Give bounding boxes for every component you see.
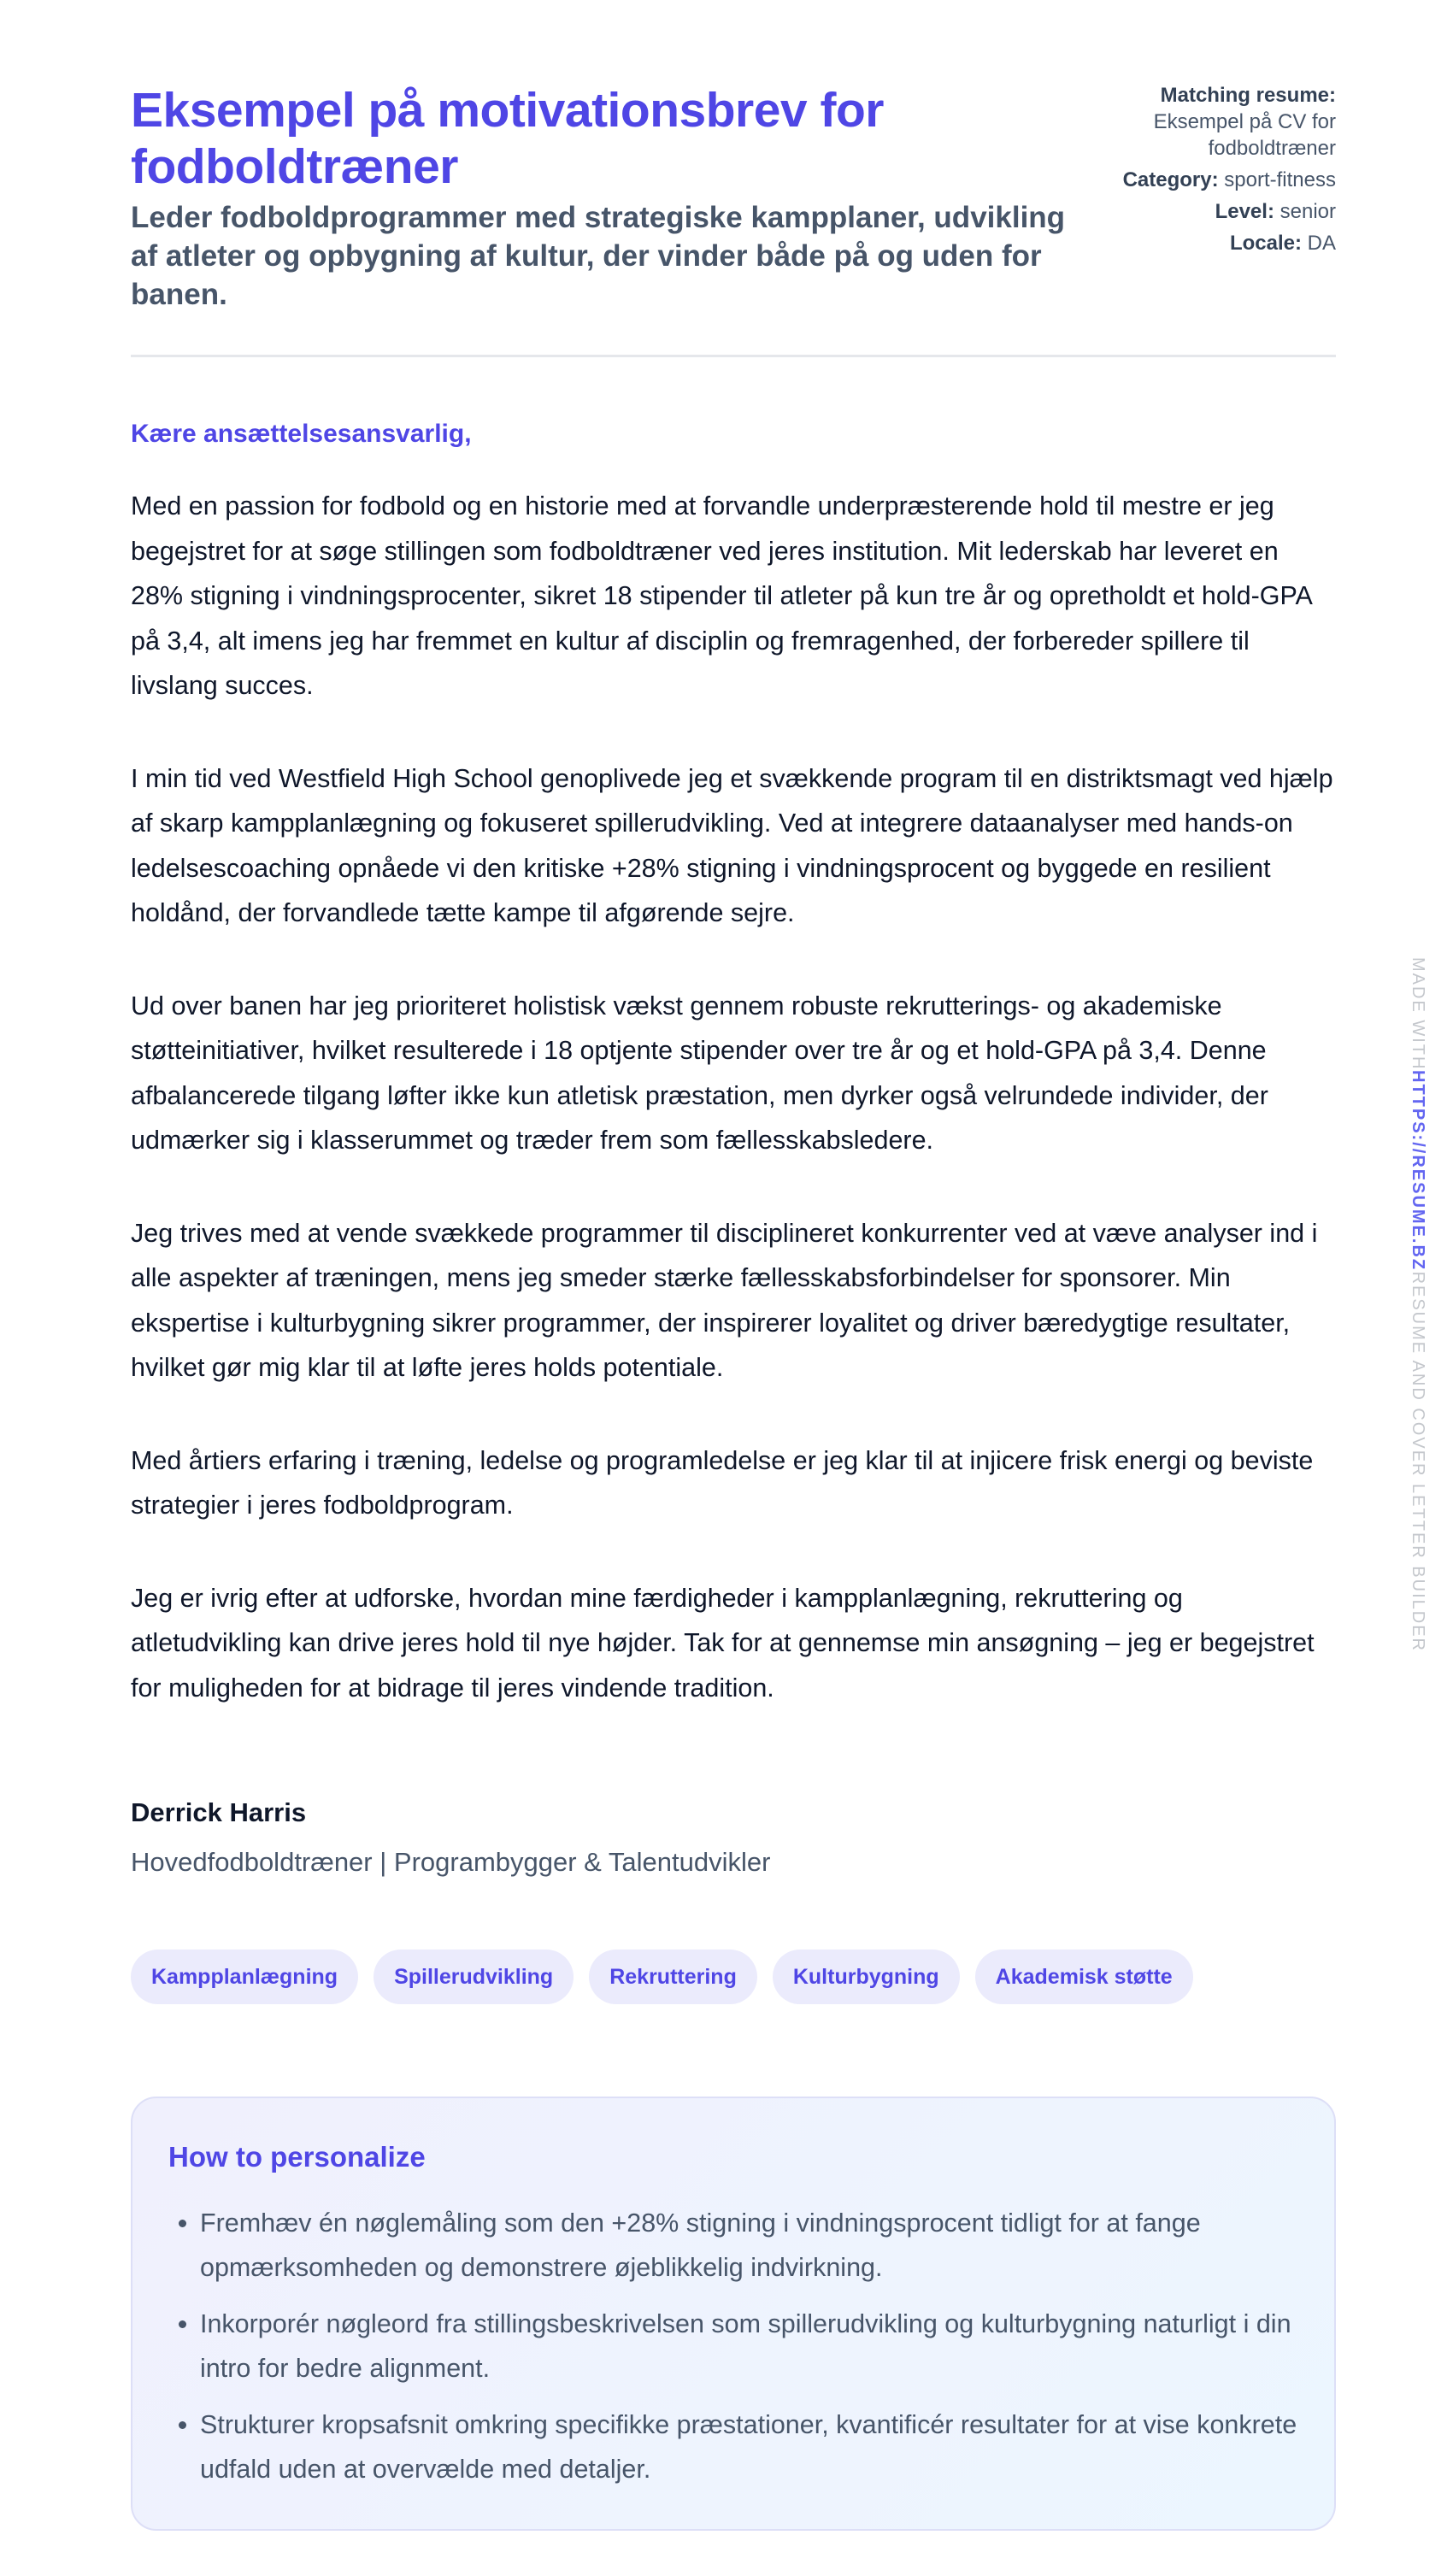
letter-body [131, 357, 1336, 1879]
meta-label: Locale: [1229, 232, 1302, 255]
signature-name: Derrick Harris [131, 1797, 307, 1827]
meta-label: Matching resume: [1160, 84, 1336, 107]
meta-matching-resume [1079, 82, 1336, 162]
skill-tag: Kulturbygning [773, 1950, 960, 2004]
meta-locale [1079, 230, 1336, 256]
tips-list [168, 2201, 1298, 2491]
letter-paragraph: Ud over banen har jeg prioriteret holistisk vækst gennem robuste rekrutterings- og akademiske støtteinitiativer, hvilket resulterede i 18 optjente stipender over tre år og et hold-GPA på 3,4. Denne afbalancerede tilgang løfter ikke kun atletisk præstation, men dyrker også velrundede individer, der udmærker sig i klasserummet og træder frem som fællesskabsledere. [131, 991, 1268, 1155]
letter-paragraph: Med årtiers erfaring i træning, ledelse og programledelse er jeg klar til at injicere frisk energi og beviste strategier i jeres fodboldprogram. [131, 1445, 1314, 1520]
personalize-tips-box [131, 2097, 1336, 2531]
letter-paragraph: I min tid ved Westfield High School genoplivede jeg et svækkende program til en distriktsmagt ved hjælp af skarp kampplanlægning og fokuseret spillerudvikling. Ved at integrere dataanalyser med hands-on ledelsescoaching opnåede vi den kritiske +28% stigning i vindningsprocent og byggede en resilient holdånd, der forvandlede tætte kampe til afgørende sejre. [131, 763, 1333, 927]
page-header [131, 0, 1336, 357]
matching-resume-link[interactable]: Eksempel på CV for fodboldtræner [1153, 110, 1336, 160]
meta-label: Level: [1215, 200, 1274, 223]
signature-block [131, 1796, 1336, 1879]
page-title: Eksempel på motivationsbrev for fodboldtræner [131, 83, 884, 194]
meta-value: senior [1279, 200, 1336, 223]
skill-tags [131, 1950, 1336, 2004]
signature-title: Hovedfodboldtræner | Programbygger & Talentudvikler [131, 1847, 771, 1877]
credit-link[interactable]: HTTPS://RESUME.BZ [1409, 1070, 1427, 1272]
header-titles [131, 82, 1079, 314]
meta-label: Category: [1122, 168, 1219, 191]
skill-tag: Kampplanlægning [131, 1950, 358, 2004]
side-credit [1408, 957, 1427, 1652]
tip-item: • Strukturer kropsafsnit omkring specifikke præstationer, kvantificér resultater for at vise konkrete udfald uden at overvælde med detaljer. [200, 2403, 1298, 2491]
salutation: Kære ansættelsesansvarlig, [131, 420, 472, 448]
skill-tag: Spillerudvikling [374, 1950, 574, 2004]
meta-value: sport-fitness [1224, 168, 1336, 191]
meta-level [1079, 198, 1336, 225]
letter-paragraph: Med en passion for fodbold og en historie med at forvandle underpræsterende hold til mestre er jeg begejstret for at søge stillingen som fodboldtræner ved jeres institution. Mit lederskab har leveret en 28% stigning i vindningsprocenter, sikret 18 stipender til atleter på kun tre år og opretholdt et hold-GPA på 3,4, alt imens jeg har fremmet en kultur af disciplin og fremragenhed, der forbereder spillere til livslang succes. [131, 491, 1312, 700]
cover-letter-page [131, 0, 1336, 2531]
letter-paragraph: Jeg trives med at vende svækkede programmer til disciplineret konkurrenter ved at væve analyser ind i alle aspekter af træningen, mens jeg smeder stærke fællesskabsforbindelser for sponsorer. Min ekspertise i kulturbygning sikrer programmer, der inspirerer loyalitet og driver bæredygtige resultater, hvilket gør mig klar til at løfte jeres holds potentiale. [131, 1218, 1318, 1382]
meta-category [1079, 167, 1336, 193]
letter-paragraph: Jeg er ivrig efter at udforske, hvordan mine færdigheder i kampplanlægning, rekruttering og atletudvikling kan drive jeres hold til nye højder. Tak for at gennemse min ansøgning – jeg er begejstret for muligheden for at bidrage til jeres vindende tradition. [131, 1583, 1315, 1703]
meta-value: DA [1307, 232, 1336, 255]
meta-panel [1079, 82, 1336, 262]
skill-tag: Rekruttering [589, 1950, 757, 2004]
tips-title: How to personalize [168, 2141, 426, 2173]
credit-suffix: RESUME AND COVER LETTER BUILDER [1409, 1271, 1427, 1652]
page-subtitle: Leder fodboldprogrammer med strategiske kampplaner, udvikling af atleter og opbygning af kultur, der vinder både på og uden for banen. [131, 201, 1066, 311]
tip-item: • Fremhæv én nøglemåling som den +28% stigning i vindningsprocent tidligt for at fange opmærksomheden og demonstrere øjeblikkelig indvirkning. [200, 2201, 1298, 2290]
skill-tag: Akademisk støtte [975, 1950, 1193, 2004]
tip-item: • Inkorporér nøgleord fra stillingsbeskrivelsen som spillerudvikling og kulturbygning naturligt i din intro for bedre alignment. [200, 2302, 1298, 2391]
credit-prefix: MADE WITH [1409, 957, 1427, 1071]
